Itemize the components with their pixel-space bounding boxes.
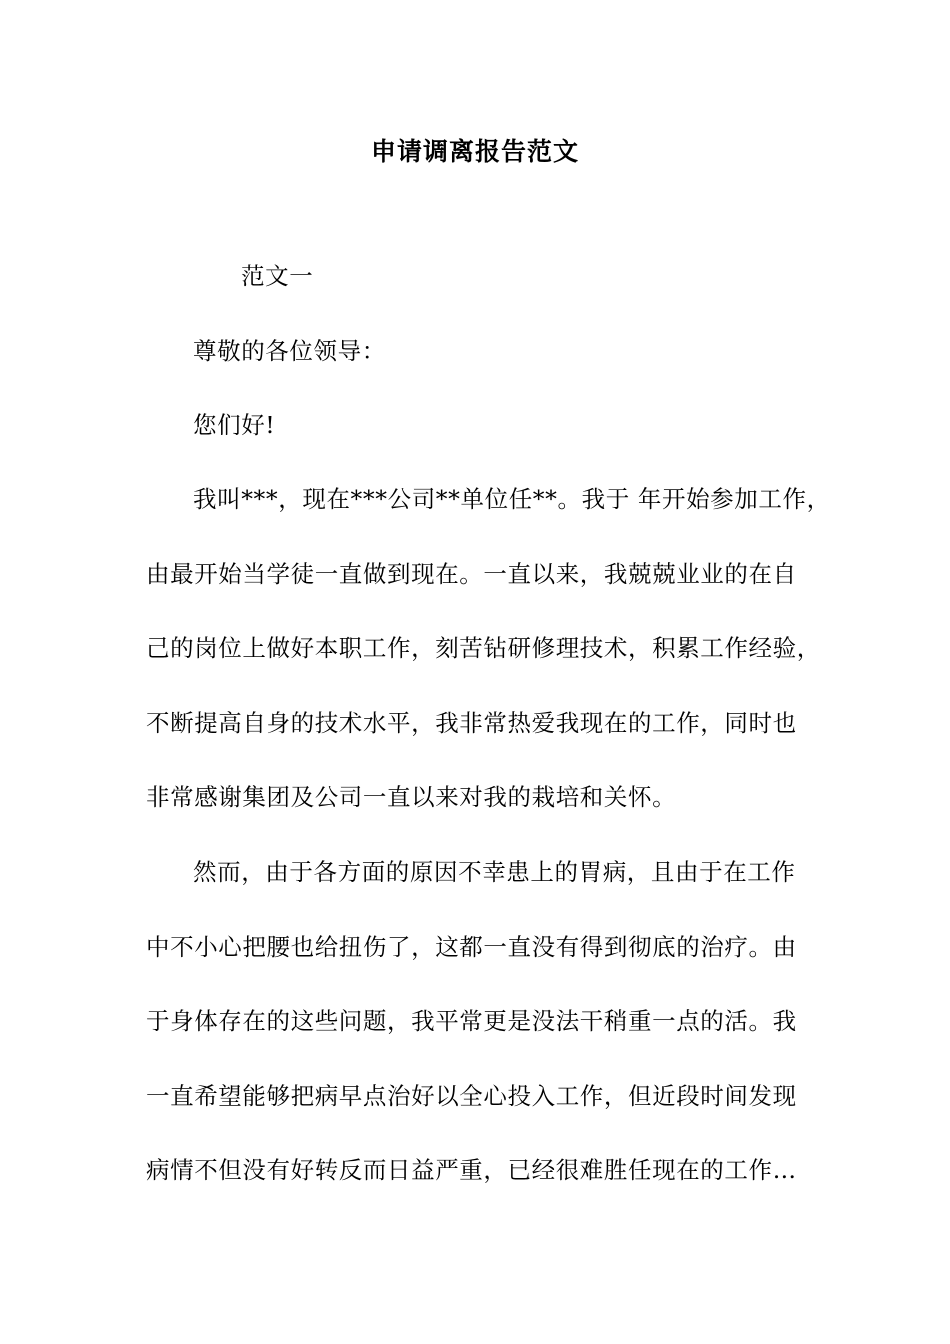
paragraph-line: 一直希望能够把病早点治好以全心投入工作，但近段时间发现 (146, 1082, 797, 1110)
document-title: 申请调离报告范文 (370, 137, 579, 166)
paragraph-line: 由最开始当学徒一直做到现在。一直以来，我兢兢业业的在自 (146, 560, 797, 588)
paragraph-line: 于身体存在的这些问题，我平常更是没法干稍重一点的活。我 (146, 1007, 797, 1035)
paragraph-line: 然而，由于各方面的原因不幸患上的胃病，且由于在工作 (193, 858, 796, 886)
paragraph-line: 不断提高自身的技术水平，我非常热爱我现在的工作，同时也 (146, 709, 797, 737)
paragraph-line: 我叫***，现在***公司**单位任**。我于 年开始参加工作， (193, 485, 831, 513)
paragraph-line: 己的岗位上做好本职工作，刻苦钻研修理技术，积累工作经验， (146, 634, 821, 662)
paragraph-line: 中不小心把腰也给扭伤了，这都一直没有得到彻底的治疗。由 (146, 933, 797, 961)
paragraph-line: 病情不但没有好转反而日益严重，已经很难胜任现在的工作… (146, 1156, 797, 1184)
greeting: 您们好! (193, 411, 276, 439)
salutation: 尊敬的各位领导： (193, 337, 386, 365)
paragraph-line: 非常感谢集团及公司一直以来对我的栽培和关怀。 (146, 783, 677, 811)
section-label: 范文一 (241, 262, 314, 290)
